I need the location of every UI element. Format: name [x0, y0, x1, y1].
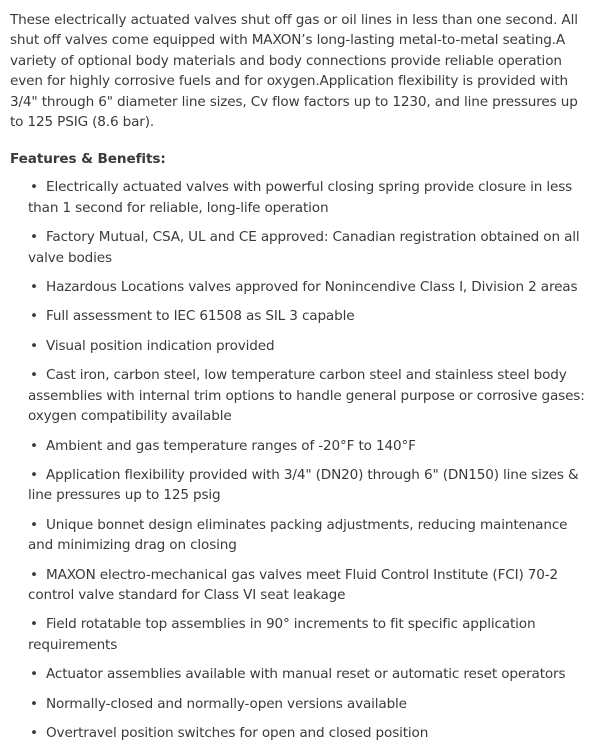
feature-text: Field rotatable top assemblies in 90° increments to fit specific application requirements	[28, 616, 536, 653]
features-heading: Features & Benefits:	[10, 151, 166, 168]
bullet-icon: •	[30, 437, 38, 454]
bullet-icon: •	[30, 516, 38, 533]
feature-text: Electrically actuated valves with powerful closing spring provide closure in less than 1 second for reliable, long-life operation	[28, 179, 573, 216]
feature-item	[28, 664, 590, 684]
bullet-icon: •	[30, 466, 38, 483]
feature-item	[28, 723, 590, 743]
feature-text: Hazardous Locations valves approved for Nonincendive Class I, Division 2 areas	[46, 279, 578, 296]
feature-text: Full assessment to IEC 61508 as SIL 3 capable	[46, 308, 355, 325]
feature-text: Factory Mutual, CSA, UL and CE approved: Canadian registration obtained on all valve bodies	[28, 229, 580, 266]
feature-item	[28, 436, 590, 456]
feature-text: Visual position indication provided	[46, 337, 275, 354]
bullet-icon: •	[30, 724, 38, 741]
intro-paragraph: These electrically actuated valves shut off gas or oil lines in less than one second. All shut off valves come equipped with MAXON’s long-lasting metal-to-metal seating.A variety of optional body materials and body connections provide reliable operation even for highly corrosive fuels and for oxygen.Application flexibility is provided with 3/4" through 6" diameter line sizes, Cv flow factors up to 1230, and line pressures up to 125 PSIG (8.6 bar).	[10, 12, 578, 131]
feature-text: MAXON electro-mechanical gas valves meet Fluid Control Institute (FCI) 70-2 control valve standard for Class VI seat leakage	[28, 566, 559, 603]
bullet-icon: •	[30, 367, 38, 384]
bullet-icon: •	[30, 229, 38, 246]
feature-item	[28, 694, 590, 714]
bullet-icon: •	[30, 337, 38, 354]
feature-text: Application flexibility provided with 3/4" (DN20) through 6" (DN150) line sizes & line pressures up to 125 psig	[28, 466, 579, 504]
feature-item	[28, 614, 590, 655]
feature-text: Overtravel position switches for open and closed position	[46, 724, 429, 741]
feature-text: Ambient and gas temperature ranges of -20°F to 140°F	[46, 437, 416, 454]
feature-item	[28, 515, 590, 556]
feature-text: Unique bonnet design eliminates packing adjustments, reducing maintenance and minimizing drag on closing	[28, 516, 568, 554]
bullet-icon: •	[30, 279, 38, 296]
feature-text: Actuator assemblies available with manual reset or automatic reset operators	[46, 666, 566, 683]
bullet-icon: •	[30, 616, 38, 633]
bullet-icon: •	[30, 666, 38, 683]
feature-text: Normally-closed and normally-open versions available	[46, 695, 407, 712]
feature-item	[28, 336, 590, 356]
feature-item	[28, 465, 590, 506]
feature-item	[28, 177, 590, 218]
features-list	[10, 177, 590, 743]
bullet-icon: •	[30, 695, 38, 712]
feature-item	[28, 565, 590, 606]
feature-item	[28, 306, 590, 326]
feature-text: Cast iron, carbon steel, low temperature carbon steel and stainless steel body assemblies with internal trim options to handle general purpose or corrosive gases: oxygen compatibility available	[28, 367, 585, 425]
feature-item	[28, 227, 590, 268]
feature-item	[28, 365, 590, 426]
bullet-icon: •	[30, 308, 38, 325]
bullet-icon: •	[30, 179, 38, 196]
feature-item	[28, 277, 590, 297]
bullet-icon: •	[30, 566, 38, 583]
